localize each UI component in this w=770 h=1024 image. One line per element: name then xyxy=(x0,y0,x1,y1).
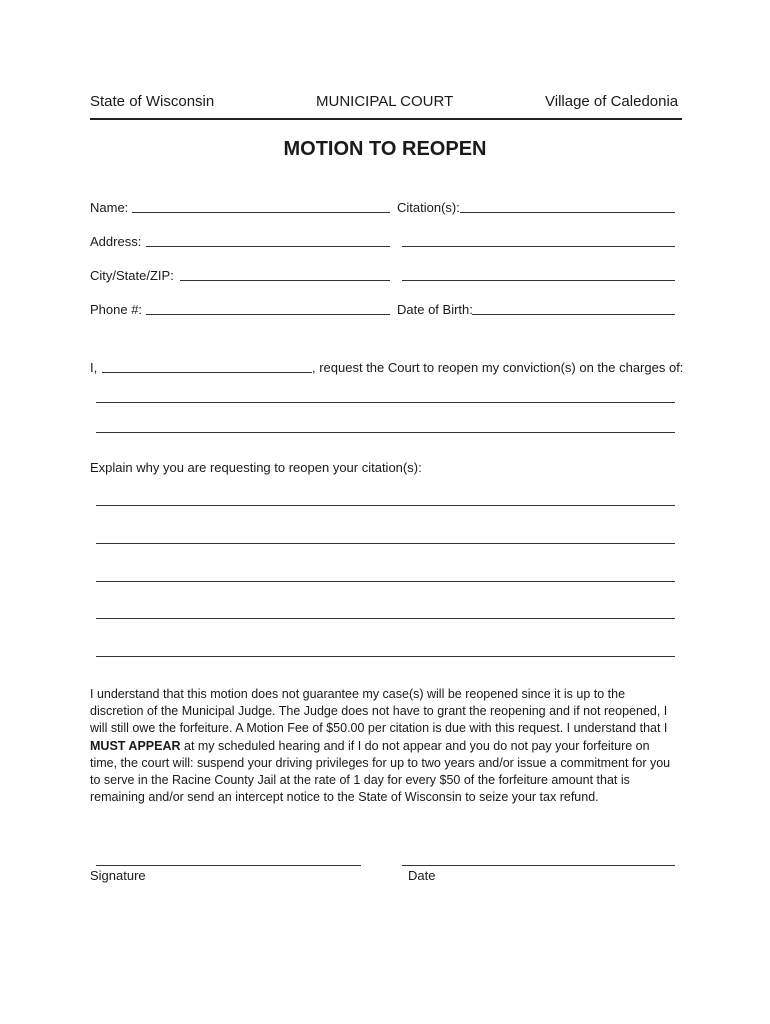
request-prefix: I, xyxy=(90,360,98,375)
explain-label: Explain why you are requesting to reopen your citation(s): xyxy=(90,460,422,475)
document-title: MOTION TO REOPEN xyxy=(283,138,487,160)
name-label: Name: xyxy=(90,200,129,215)
date-label: Date xyxy=(408,868,436,883)
requester-name-field[interactable] xyxy=(102,372,312,373)
address-label: Address: xyxy=(90,234,142,249)
city-state-zip-label: City/State/ZIP: xyxy=(90,268,174,283)
explain-line-5[interactable] xyxy=(96,656,675,657)
charges-line-1[interactable] xyxy=(96,402,675,403)
header-divider xyxy=(90,118,682,120)
acknowledgement-part-1: I understand that this motion does not guarantee my case(s) will be reopened since it is up to the discretion of the Municipal Judge. The Judge does not have to grant the reopening and if not reopened, I will still owe the forfeiture. A Motion Fee of $50.00 per citation is due with this request. I understand that I xyxy=(90,687,668,736)
address-field[interactable] xyxy=(146,246,390,247)
acknowledgement-paragraph xyxy=(90,686,680,806)
explain-line-4[interactable] xyxy=(96,618,675,619)
citations-field[interactable] xyxy=(460,212,675,213)
citations-label: Citation(s): xyxy=(397,200,460,215)
name-field[interactable] xyxy=(132,212,390,213)
explain-line-1[interactable] xyxy=(96,505,675,506)
must-appear-emphasis: MUST APPEAR xyxy=(90,738,181,753)
request-suffix: , request the Court to reopen my conviction(s) on the charges of: xyxy=(312,360,684,375)
city-state-zip-field[interactable] xyxy=(180,280,390,281)
signature-field[interactable] xyxy=(96,865,361,866)
acknowledgement-part-2: at my scheduled hearing and if I do not appear and you do not pay your forfeiture on time, the court will: suspend your driving privileges for up to two years and/or issue a commitment for you to serve in the Racine County Jail at the rate of 1 day for every $50 of the forfeiture amount that is remaining and/or send an intercept notice to the State of Wisconsin to seize your tax refund. xyxy=(90,738,671,805)
header-state: State of Wisconsin xyxy=(90,93,215,110)
header-court: MUNICIPAL COURT xyxy=(316,93,454,110)
date-field[interactable] xyxy=(402,865,675,866)
citations-field-2[interactable] xyxy=(402,246,675,247)
dob-field[interactable] xyxy=(472,314,675,315)
explain-line-2[interactable] xyxy=(96,543,675,544)
explain-line-3[interactable] xyxy=(96,581,675,582)
citations-field-3[interactable] xyxy=(402,280,675,281)
dob-label: Date of Birth: xyxy=(397,302,473,317)
header-village: Village of Caledonia xyxy=(545,93,679,110)
phone-field[interactable] xyxy=(146,314,390,315)
signature-label: Signature xyxy=(90,868,146,883)
charges-line-2[interactable] xyxy=(96,432,675,433)
phone-label: Phone #: xyxy=(90,302,143,317)
